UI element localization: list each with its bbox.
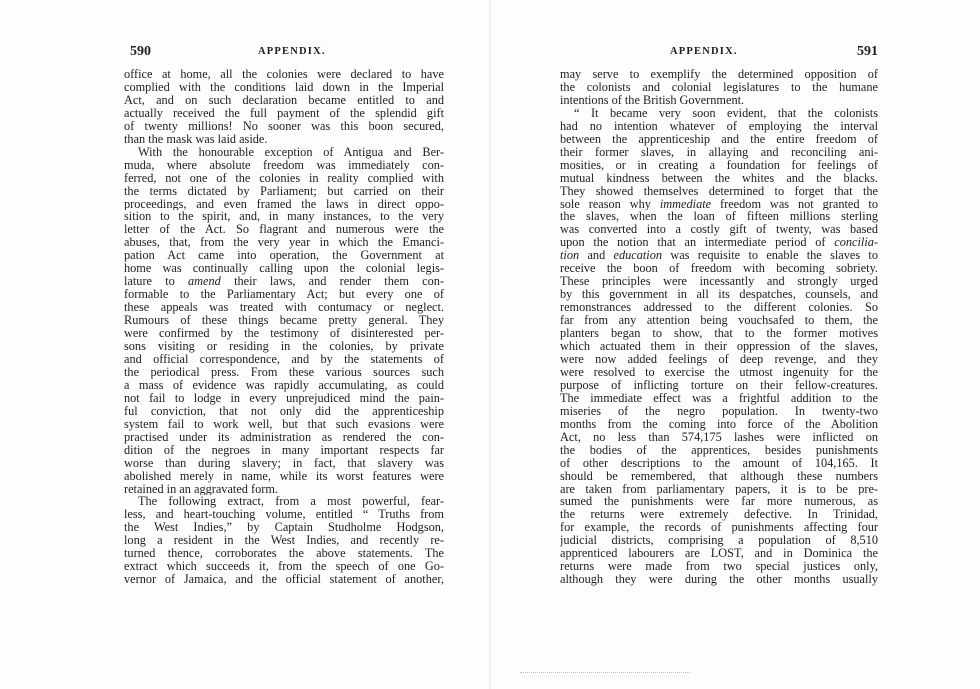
text-line: were now added feelings of deep revenge, and they — [560, 352, 878, 366]
text-line: extract which succeeds it, from the speech of one Go- — [124, 560, 444, 574]
text-line: remonstrances addressed to the different colonies. So — [560, 301, 878, 315]
scan-artifact — [520, 672, 690, 676]
text-line: formable to the Parliamentary Act; but every one of — [124, 288, 444, 302]
text-line: the colonists and colonial legislatures to the humane — [560, 80, 878, 94]
text-line: far from any attention being vouchsafed to them, the — [560, 314, 878, 328]
text-line: not fail to lodge in every unprejudiced mind the pain- — [124, 391, 444, 405]
right-text-column — [560, 68, 878, 586]
text-line: long a resident in the West Indies, and recently re- — [124, 534, 444, 548]
text-line: the West Indies,” by Captain Studholme Hodgson, — [124, 521, 444, 535]
text-line: are taken from parliamentary papers, it is to be pre- — [560, 482, 878, 496]
text-line: was converted into a costly gift of twenty, was based — [560, 223, 878, 237]
text-line: their former slaves, in allaying and reconciling ani- — [560, 145, 878, 159]
text-line: which actuated them in their oppression of the slaves, — [560, 340, 878, 353]
text-line: actually received the full payment of the splendid gift — [124, 106, 444, 120]
text-line: than the mask was laid aside. — [124, 132, 268, 146]
left-page-header — [130, 44, 448, 62]
text-line: for example, the records of punishments affecting four — [560, 521, 878, 535]
text-line: purpose of inflicting torture on their fellow-creatures. — [560, 378, 878, 392]
text-line: sole reason why immediate freedom was not granted to — [560, 197, 878, 211]
text-line: With the honourable exception of Antigua and Ber- — [138, 145, 444, 159]
text-line: of twenty millions! No sooner was this boon secured, — [124, 119, 444, 133]
page-number: 591 — [857, 44, 878, 59]
text-line: proceedings, and even framed the laws in direct oppo- — [124, 197, 444, 211]
text-line: should be remembered, that although these numbers — [560, 469, 878, 483]
left-text-column — [124, 68, 444, 586]
text-line: these appeals was treated with contumacy or neglect. — [124, 301, 444, 315]
text-line: had no intention whatever of employing the interval — [560, 119, 878, 133]
text-line: dition of the negroes in many important respects far — [124, 443, 444, 457]
text-line: Rumours of these things became pretty general. They — [124, 314, 444, 328]
running-head: APPENDIX. — [258, 46, 326, 57]
text-line: were confirmed by the testimony of disinterested per- — [124, 327, 444, 341]
text-line: system fail to work well, but that such evasions were — [124, 417, 444, 431]
text-line: receive the boon of freedom with becoming sobriety. — [560, 262, 878, 276]
text-line: office at home, all the colonies were declared to have — [124, 68, 444, 81]
text-line: Act, and on such declaration became entitled to and — [124, 93, 444, 107]
text-line: upon the notion that an intermediate period of concilia- — [560, 236, 878, 250]
text-line: apprenticed labourers are LOST, and in Dominica the — [560, 547, 878, 561]
text-line: were resolved to exercise the utmost ingenuity for the — [560, 365, 878, 379]
text-line: retained in an aggravated form. — [124, 482, 278, 496]
text-line: of other descriptions to the amount of 104,165. It — [560, 456, 878, 470]
text-line: abuses, that, from the very year in which the Emanci- — [124, 236, 444, 250]
text-line: These principles were incessantly and strongly urged — [560, 275, 878, 289]
text-line: and official correspondence, and by the statements of — [124, 352, 444, 366]
text-line: months from the coming into force of the Abolition — [560, 417, 878, 431]
text-line: pation Act came into operation, the Government at — [124, 249, 444, 263]
text-line: muda, where absolute freedom was immediately con- — [124, 158, 444, 172]
text-line: less, and heart-touching volume, entitled “ Truths from — [124, 508, 444, 522]
text-line: complied with the conditions laid down in the Imperial — [124, 80, 444, 94]
text-line: The immediate effect was a frightful addition to the — [560, 391, 878, 405]
text-line: lature to amend their laws, and render them con- — [124, 275, 444, 289]
text-line: returns were made from two special justices only, — [560, 560, 878, 574]
text-line: the slaves, when the loan of fifteen millions sterling — [560, 210, 878, 224]
text-line: a mass of evidence was rapidly accumulating, as could — [124, 378, 444, 392]
text-line: intentions of the British Government. — [560, 93, 745, 107]
text-line: by this government in all its despatches, counsels, and — [560, 288, 878, 302]
text-line: sons visiting or residing in the colonies, by private — [124, 340, 444, 353]
text-line: the terms dictated by Parliament; but carried on their — [124, 184, 444, 198]
text-line: sumed the punishments were far more numerous, as — [560, 495, 878, 509]
text-line: letter of the Act. So flagrant and numerous were the — [124, 223, 444, 237]
text-line: the bodies of the apprentices, besides punishments — [560, 443, 878, 457]
text-line: between the apprenticeship and the entire freedom of — [560, 132, 878, 146]
text-line: the periodical press. From these various sources such — [124, 365, 444, 379]
text-line: mutual kindness between the whites and the blacks. — [560, 171, 878, 185]
text-line: turned thence, corroborates the above statements. The — [124, 547, 444, 561]
text-line: practised under its administration as rendered the con- — [124, 430, 444, 444]
right-page-header — [562, 44, 878, 62]
page-number: 590 — [130, 44, 151, 59]
text-line: Act, no less than 574,175 lashes were inflicted on — [560, 430, 878, 444]
text-line: tion and education was requisite to enable the slaves to — [560, 249, 878, 263]
text-line: They showed themselves determined to forget that the — [560, 184, 878, 198]
text-line: vernor of Jamaica, and the official statement of another, — [124, 573, 444, 587]
text-line: The following extract, from a most powerful, fear- — [138, 495, 444, 509]
text-line: judicial districts, comprising a population of 8,510 — [560, 534, 878, 548]
text-line: home was continually calling upon the colonial legis- — [124, 262, 444, 276]
text-line: sition to the spirit, and, in many instances, to the very — [124, 210, 444, 224]
text-line: may serve to exemplify the determined opposition of — [560, 68, 878, 81]
text-line: the returns were extremely defective. In Trinidad, — [560, 508, 878, 522]
text-line: “ It became very soon evident, that the colonists — [574, 106, 878, 120]
text-line: ferred, not one of the colonies in reality complied with — [124, 171, 444, 185]
right-page — [490, 0, 980, 689]
text-line: although they were during the other months usually — [560, 573, 878, 587]
text-line: ful conviction, that not only did the apprenticeship — [124, 404, 444, 418]
text-line: worse than during slavery; in fact, that slavery was — [124, 456, 444, 470]
running-head: APPENDIX. — [670, 46, 738, 57]
text-line: abolished merely in name, while its worst features were — [124, 469, 444, 483]
text-line: planters began to show, that to the former motives — [560, 327, 878, 341]
text-line: miseries of the negro population. In twenty-two — [560, 404, 878, 418]
text-line: mosities, or in creating a foundation for feelings of — [560, 158, 878, 172]
